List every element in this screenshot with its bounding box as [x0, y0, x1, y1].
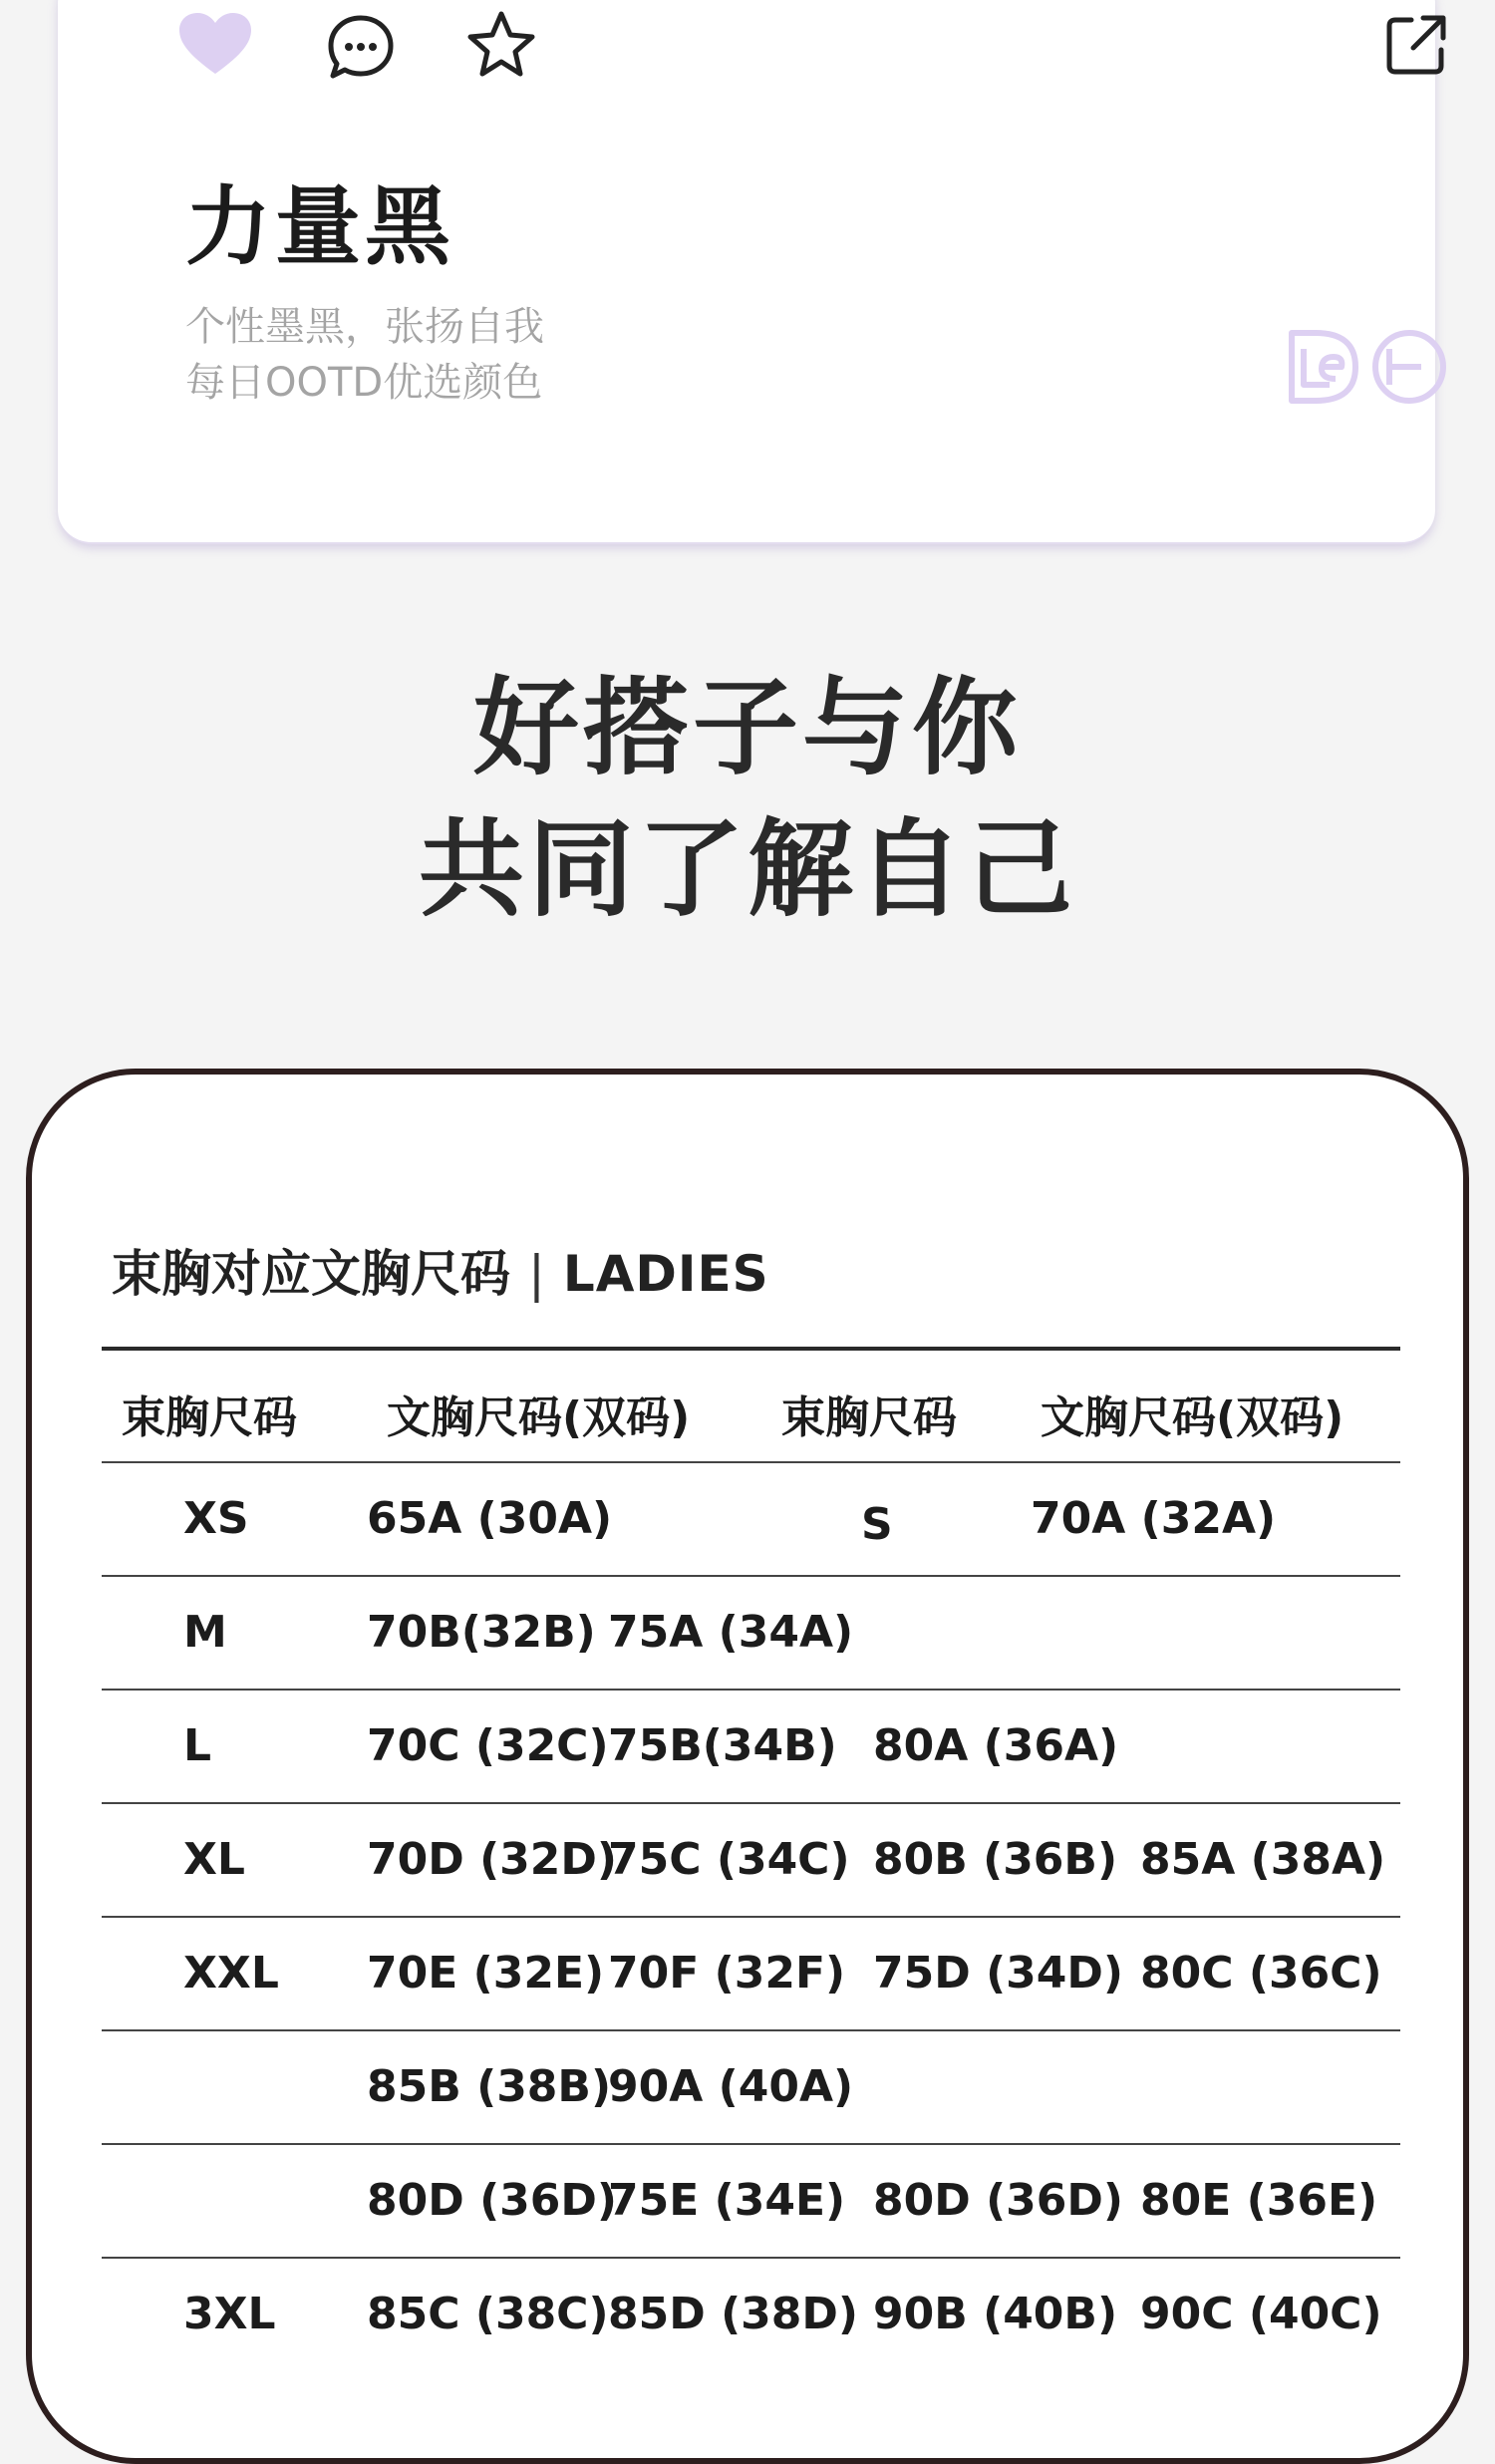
table-cell: 85C (38C)	[367, 2289, 609, 2339]
table-rule	[102, 1689, 1400, 1691]
table-cell: 75A (34A)	[608, 1607, 854, 1658]
table-cell: 70A (32A)	[1031, 1493, 1277, 1544]
table-cell: 70F (32F)	[608, 1948, 846, 1999]
header-binder-size: 束胸尺码	[122, 1392, 297, 1443]
table-cell: 75B(34B)	[608, 1720, 837, 1771]
table-cell: 90C (40C)	[1140, 2289, 1382, 2339]
size-table-title-separator: |	[528, 1245, 545, 1303]
table-row-size: XL	[183, 1834, 245, 1885]
table-cell: 75D (34D)	[873, 1948, 1124, 1999]
table-rule	[102, 1575, 1400, 1577]
size-table-title-en: LADIES	[562, 1245, 769, 1303]
table-cell: 75E (34E)	[608, 2175, 846, 2226]
table-cell: 70C (32C)	[367, 1720, 609, 1771]
size-table-card	[26, 1069, 1469, 2464]
table-rule	[102, 2143, 1400, 2145]
table-row-size: L	[183, 1720, 212, 1771]
table-row-size: S	[861, 1499, 893, 1550]
table-row-size: M	[183, 1607, 227, 1658]
heart-icon[interactable]	[177, 12, 253, 76]
table-cell: 70E (32E)	[367, 1948, 605, 1999]
table-rule	[102, 1802, 1400, 1804]
table-cell: 70D (32D)	[367, 1834, 618, 1885]
table-row-size: 3XL	[183, 2289, 276, 2339]
headline-line2: 共同了解自己	[419, 808, 1076, 931]
table-rule	[102, 2029, 1400, 2031]
table-cell: 85D (38D)	[608, 2289, 859, 2339]
table-cell: 75C (34C)	[608, 1834, 850, 1885]
table-row-size: XS	[183, 1493, 249, 1544]
table-cell: 90A (40A)	[608, 2061, 854, 2112]
product-desc-line1: 个性墨黑，张扬自我	[185, 304, 544, 350]
header-bra-size: 文胸尺码(双码)	[387, 1392, 691, 1443]
table-cell: 65A (30A)	[367, 1493, 613, 1544]
product-name: 力量黑	[185, 177, 454, 277]
header-binder-size-2: 束胸尺码	[781, 1392, 957, 1443]
size-table-title	[112, 1234, 769, 1306]
table-top-rule	[102, 1347, 1400, 1351]
share-icon[interactable]	[1383, 12, 1449, 78]
product-card	[58, 0, 1435, 544]
table-rule	[102, 1461, 1400, 1463]
table-row-size: XXL	[183, 1948, 279, 1999]
size-table-title-cn: 束胸对应文胸尺码	[112, 1245, 510, 1303]
comment-icon[interactable]	[327, 14, 395, 82]
table-rule	[102, 1916, 1400, 1918]
table-cell: 80D (36D)	[873, 2175, 1124, 2226]
headline	[0, 658, 1495, 941]
table-cell: 85B (38B)	[367, 2061, 612, 2112]
header-bra-size-2: 文胸尺码(双码)	[1041, 1392, 1345, 1443]
table-cell: 85A (38A)	[1140, 1834, 1386, 1885]
product-description	[185, 299, 544, 411]
table-cell: 80B (36B)	[873, 1834, 1118, 1885]
headline-line1: 好搭子与你	[473, 667, 1022, 789]
brand-logo-icon	[1286, 327, 1449, 407]
table-cell: 80E (36E)	[1140, 2175, 1378, 2226]
table-cell: 80C (36C)	[1140, 1948, 1382, 1999]
table-cell: 90B (40B)	[873, 2289, 1118, 2339]
product-desc-line2: 每日OOTD优选颜色	[185, 360, 543, 406]
star-icon[interactable]	[466, 10, 536, 80]
table-cell: 70B(32B)	[367, 1607, 596, 1658]
table-rule	[102, 2257, 1400, 2259]
table-cell: 80A (36A)	[873, 1720, 1119, 1771]
table-cell: 80D (36D)	[367, 2175, 618, 2226]
